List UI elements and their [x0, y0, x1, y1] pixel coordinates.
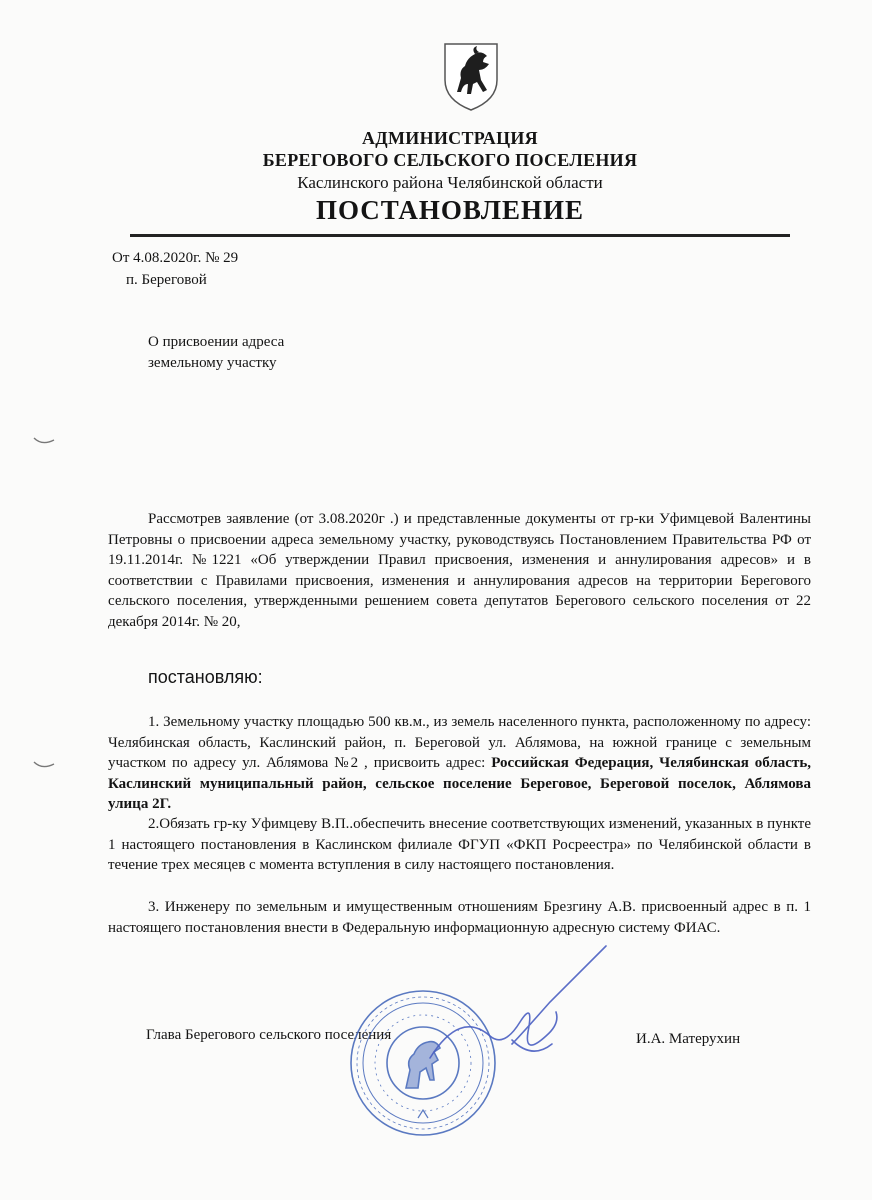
preamble-paragraph: Рассмотрев заявление (от 3.08.2020г .) и представленные документы от гр-ки Уфимцевой Валентины Петровны о присвоении адреса земельному участку, руководствуясь Постановлением Правительства РФ от 19.11.2014г. №1221 «Об утверждении Правил присвоения, изменения и аннулирования адресов» и в соответствии с Правилами присвоения, изменения и аннулирования адресов на территории Берегового сельского поселения, утвержденными решением совета депутатов Берегового сельского поселения от 22 декабря 2014г. № 20, — [108, 511, 811, 630]
handwritten-signature — [400, 940, 640, 1070]
signatory-name: И.А. Матерухин — [636, 1031, 741, 1047]
document-place: п. Береговой — [126, 272, 207, 288]
org-name-line2: БЕРЕГОВОГО СЕЛЬСКОГО ПОСЕЛЕНИЯ — [262, 150, 638, 170]
item-1-assigned-address: Российская Федерация, Челябинская область, Каслинский муниципальный район, сельское поселение Береговое, Береговой поселок, Аблямова улица 2Г. — [108, 755, 811, 812]
margin-punch-marks — [28, 430, 68, 780]
signatory-position: Глава Берегового сельского поселения — [146, 1027, 392, 1043]
subject-line2: земельному участку — [148, 355, 277, 371]
item-1-text: 1. Земельному участку площадью 500 кв.м., из земель населенного пункта, расположенному по адресу: Челябинская область, Каслинский район, п. Береговой ул. Аблямова, на южной границе с земельным участком по адресу ул. Аблямова №2 , присвоить адрес: — [108, 714, 811, 771]
org-region-line: Каслинского района Челябинской области — [297, 173, 603, 192]
item-3-paragraph: 3. Инженеру по земельным и имущественным отношениям Брезгину А.В. присвоенный адрес в п. 1 настоящего постановления внести в Федеральную информационную адресную систему ФИАС. — [108, 899, 811, 936]
document-date-number: От 4.08.2020г. № 29 — [112, 250, 239, 266]
coat-of-arms-emblem — [441, 40, 501, 112]
org-name-line1: АДМИНИСТРАЦИЯ — [362, 128, 538, 148]
decree-word: постановляю: — [148, 667, 263, 687]
subject-line1: О присвоении адреса — [148, 334, 285, 350]
document-type-title: ПОСТАНОВЛЕНИЕ — [315, 195, 585, 225]
item-2-paragraph: 2.Обязать гр-ку Уфимцеву В.П..обеспечить внесение соответствующих изменений, указанных в пункте 1 настоящего постановления в Каслинском филиале ФГУП «ФКП Росреестра» по Челябинской области в течение трех месяцев с момента вступления в силу настоящего постановления. — [108, 816, 811, 873]
item-1-paragraph — [108, 712, 811, 815]
header-divider — [130, 234, 790, 237]
